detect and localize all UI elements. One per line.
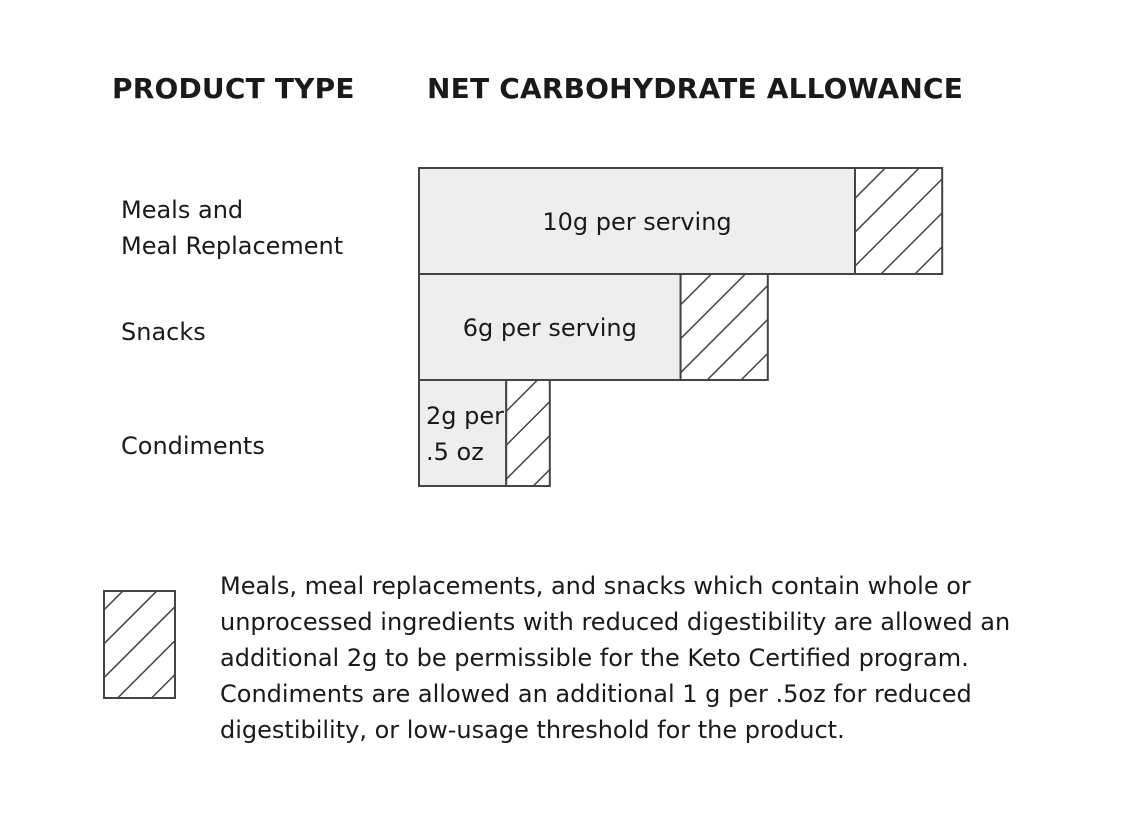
bar-label: .5 oz bbox=[426, 438, 484, 466]
bar-base bbox=[419, 380, 506, 486]
legend-line: unprocessed ingredients with reduced digestibility are allowed an bbox=[220, 608, 1011, 636]
bars-layer bbox=[419, 168, 942, 486]
allowance-header: NET CARBOHYDRATE ALLOWANCE bbox=[427, 72, 964, 105]
bar-extra-hatched bbox=[855, 168, 942, 274]
legend-symbol-layer bbox=[104, 591, 175, 698]
legend-description bbox=[220, 568, 1060, 748]
row-label-line: Snacks bbox=[121, 318, 206, 346]
row-label-line: Condiments bbox=[121, 432, 265, 460]
product-type-header: PRODUCT TYPE bbox=[112, 72, 355, 105]
legend-line: digestibility, or low-usage threshold for the product. bbox=[220, 716, 845, 744]
legend-line: Condiments are allowed an additional 1 g per .5oz for reduced bbox=[220, 680, 972, 708]
bar-extra-hatched bbox=[506, 380, 550, 486]
bar-extra-hatched bbox=[681, 274, 768, 380]
bar-label: 10g per serving bbox=[542, 208, 732, 236]
legend-hatch-symbol bbox=[104, 591, 175, 698]
legend-line: additional 2g to be permissible for the Keto Certified program. bbox=[220, 644, 969, 672]
legend-line: Meals, meal replacements, and snacks which contain whole or bbox=[220, 572, 971, 600]
row-label-line: Meals and bbox=[121, 196, 244, 224]
bar-label: 2g per bbox=[426, 402, 504, 430]
bar-label: 6g per serving bbox=[462, 314, 637, 342]
row-label-line: Meal Replacement bbox=[121, 232, 344, 260]
